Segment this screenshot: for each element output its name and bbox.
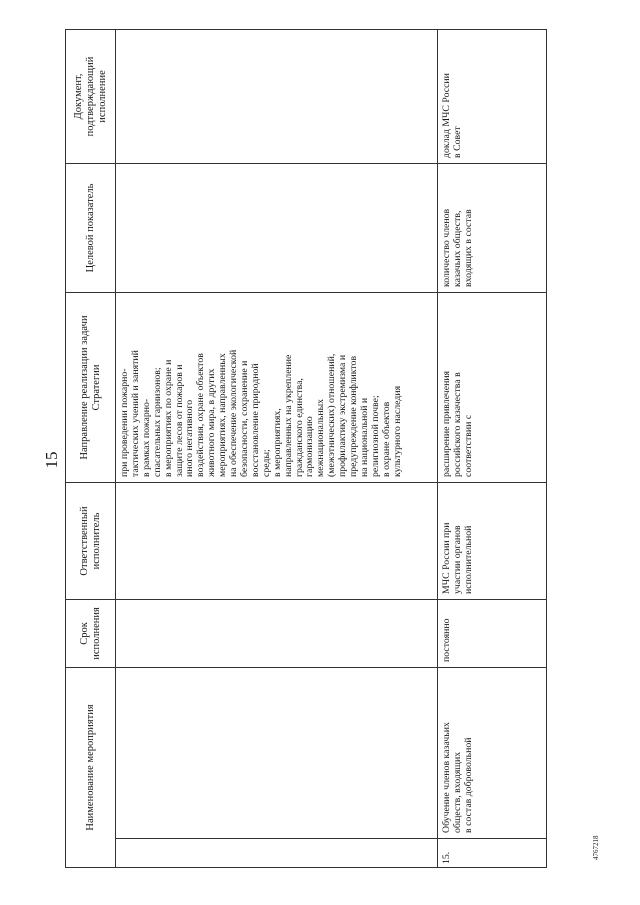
cell-target: [438, 163, 547, 292]
table-header-row: [66, 29, 116, 867]
row-executor: МЧС России при участии органов исполнительной: [441, 522, 474, 594]
header-direction: Направление реализации задачи Стратегии: [66, 292, 116, 482]
row-number: 15.: [441, 851, 452, 864]
direction-continuation-text: при проведении пожарно- тактических учений и занятий в рамках пожарно- спасательных гарнизонов; в мероприятиях по охране и защите лесов от пожаров и иного негативного воздействия, охране объектов животного мира, в других мероприятиях, направленных на обеспечение экологической безопасности, сохранение и восстановление природной среды; в мероприятиях, направленных на укрепление гражданского единства, гармонизацию межнациональных (межэтнических) отношений, профилактику экстремизма и предупреждение конфликтов на национальной и религиозной почве; в охране объектов культурного наследия: [119, 349, 403, 477]
header-name: Наименование мероприятия: [66, 667, 116, 867]
cell-target-empty: [116, 163, 438, 292]
row-document: доклад МЧС России в Совет: [441, 73, 463, 158]
cell-executor: [438, 482, 547, 599]
cell-document-empty: [116, 29, 438, 163]
cell-number: [438, 839, 547, 868]
row-target: количество членов казачьих обществ, входящих в состав: [441, 208, 474, 287]
plan-table: [65, 29, 547, 868]
header-term: Срок исполнения: [66, 599, 116, 667]
cell-term: [438, 599, 547, 667]
cell-direction: [438, 292, 547, 482]
landscape-table-wrapper: [65, 30, 547, 868]
cell-document: [438, 29, 547, 163]
cell-term-empty: [116, 599, 438, 667]
cell-name-empty: [116, 667, 438, 838]
header-target: Целевой показатель: [66, 163, 116, 292]
table-row-15: [438, 29, 547, 867]
page-number: 15: [42, 451, 61, 469]
table-row-continuation: [116, 29, 438, 867]
header-document: Документ, подтверждающий исполнение: [66, 29, 116, 163]
cell-number-empty: [116, 839, 438, 868]
row-name: Обучение членов казачьих обществ, входящих в состав добровольной: [441, 722, 474, 833]
header-executor: Ответственный исполнитель: [66, 482, 116, 599]
cell-direction-continuation: [116, 292, 438, 482]
row-direction: расширение привлечения российского казачества в соответствии с: [441, 370, 474, 477]
row-term: постоянно: [441, 618, 452, 662]
cell-executor-empty: [116, 482, 438, 599]
cell-name: [438, 667, 547, 838]
document-stamp: 4767218: [592, 835, 600, 860]
